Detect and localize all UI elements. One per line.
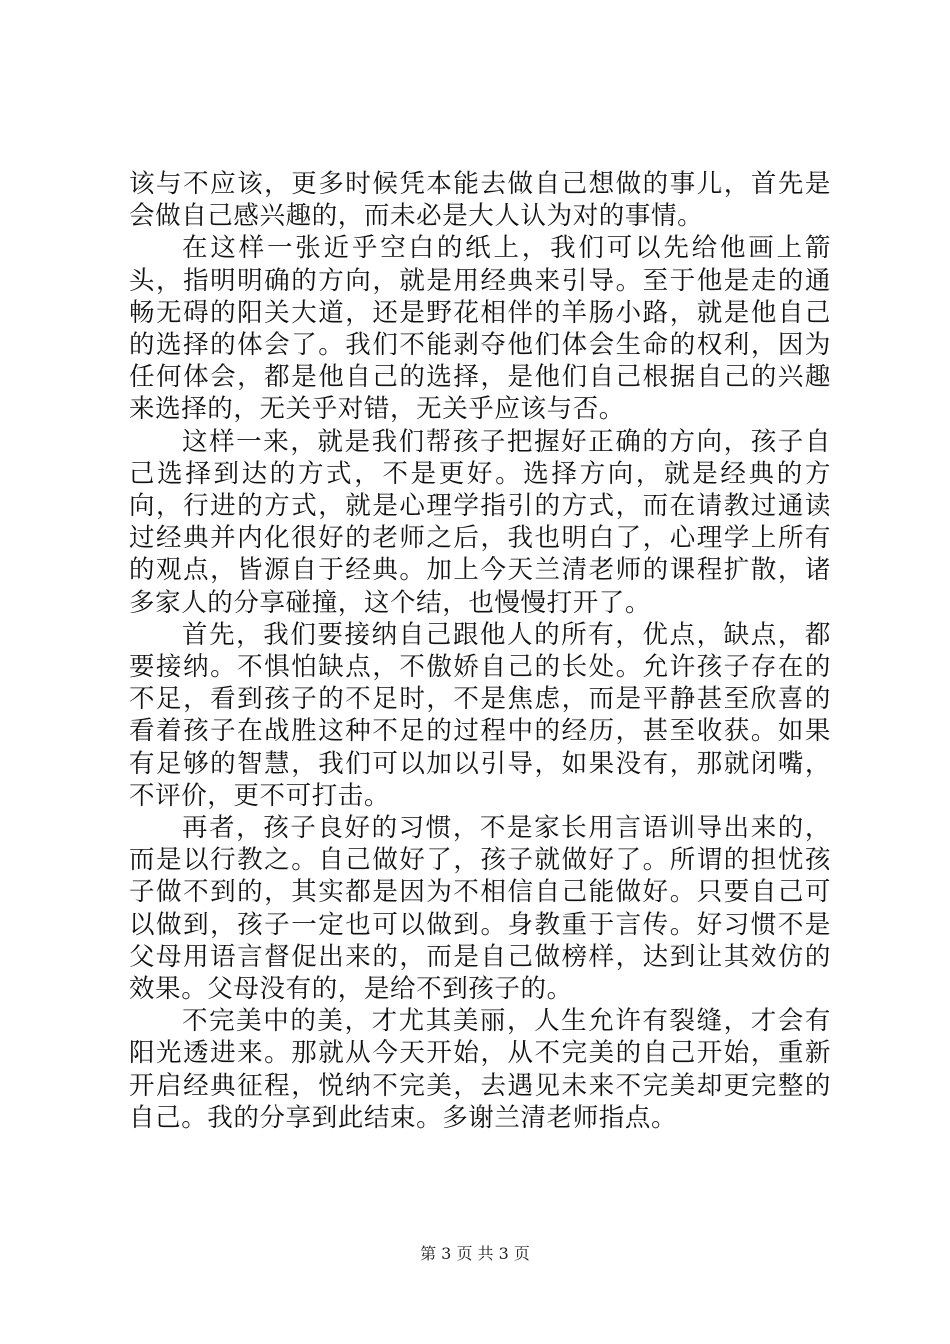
paragraph-conclusion: 不完美中的美，才尤其美丽，人生允许有裂缝，才会有阳光透进来。那就从今天开始，从不完美的自己开始，重新开启经典征程，悦纳不完美，去遇见未来不完美却更完整的自己。我的分享到此结束。多谢兰清老师指点。 (129, 1006, 831, 1133)
paragraph-habits: 再者，孩子良好的习惯，不是家长用言语训导出来的，而是以行教之。自己做好了，孩子就做好了。所谓的担忧孩子做不到的，其实都是因为不相信自己能做好。只要自己可以做到，孩子一定也可以做到。身教重于言传。好习惯不是父母用语言督促出来的，而是自己做榜样，达到让其效仿的效果。父母没有的，是给不到孩子的。 (129, 813, 831, 1005)
paragraph-direction: 这样一来，就是我们帮孩子把握好正确的方向，孩子自己选择到达的方式，不是更好。选择方向，就是经典的方向，行进的方式，就是心理学指引的方式，而在请教过通读过经典并内化很好的老师之后，我也明白了，心理学上所有的观点，皆源自于经典。加上今天兰清老师的课程扩散，诸多家人的分享碰撞，这个结，也慢慢打开了。 (129, 426, 831, 618)
paragraph-continuation: 该与不应该，更多时候凭本能去做自己想做的事儿，首先是会做自己感兴趣的，而未必是大人认为对的事情。 (129, 169, 831, 232)
paragraph-blank-paper: 在这样一张近乎空白的纸上，我们可以先给他画上箭头，指明明确的方向，就是用经典来引导。至于他是走的通畅无碍的阳关大道，还是野花相伴的羊肠小路，就是他自己的选择的体会了。我们不能剥夺他们体会生命的权利，因为任何体会，都是他自己的选择，是他们自己根据自己的兴趣来选择的，无关乎对错，无关乎应该与否。 (129, 233, 831, 425)
paragraph-acceptance: 首先，我们要接纳自己跟他人的所有，优点，缺点，都要接纳。不惧怕缺点，不傲娇自己的长处。允许孩子存在的不足，看到孩子的不足时，不是焦虑，而是平静甚至欣喜的看着孩子在战胜这种不足的过程中的经历，甚至收获。如果有足够的智慧，我们可以加以引导，如果没有，那就闭嘴，不评价，更不可打击。 (129, 619, 831, 811)
page-number-footer: 第 3 页 共 3 页 (420, 1244, 530, 1263)
document-body (129, 168, 831, 1134)
